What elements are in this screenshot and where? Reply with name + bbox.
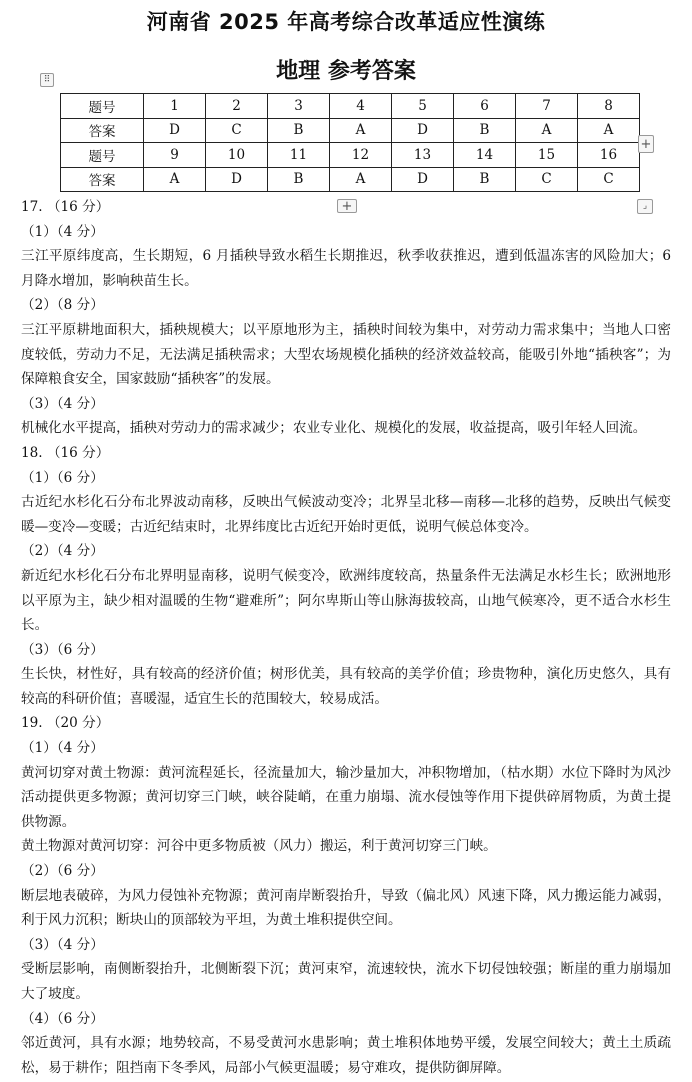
table-cell: A — [330, 167, 392, 192]
table-row — [61, 94, 640, 119]
table-cell: B — [454, 167, 516, 192]
table-cell: 12 — [330, 143, 392, 168]
table-cell: A — [144, 167, 206, 192]
table-cell: B — [454, 118, 516, 143]
table-cell: C — [516, 167, 578, 192]
answer-paragraph: 黄土物源对黄河切穿：河谷中更多物质被（风力）搬运，利于黄河切穿三门峡。 — [21, 838, 497, 855]
subquestion-heading: （3）（4 分） — [21, 395, 104, 412]
table-cell: 11 — [268, 143, 330, 168]
table-cell: 8 — [578, 94, 640, 119]
subquestion-heading: （3）（6 分） — [21, 641, 104, 658]
answer-paragraph: 三江平原耕地面积大，插秧规模大；以平原地形为主，插秧时间较为集中，对劳动力需求集中；当地人口密度较低，劳动力不足，无法满足插秧需求；大型农场规模化插秧的经济效益较高，能吸引外地“插秧客”；为保障粮食安全，国家鼓励“插秧客”的发展。 — [21, 321, 671, 388]
row-header: 答案 — [61, 118, 144, 143]
row-header: 题号 — [61, 143, 144, 168]
add-row-icon[interactable]: + — [337, 199, 357, 213]
table-cell: A — [578, 118, 640, 143]
subquestion-heading: （2）（8 分） — [21, 297, 104, 314]
answer-paragraph: 三江平原纬度高，生长期短，6 月插秧导致水稻生长期推迟，秋季收获推迟，遭到低温冻害的风险加大；6 月降水增加，影响秧苗生长。 — [21, 248, 671, 289]
document-subtitle: 地理 参考答案 — [276, 59, 416, 84]
table-cell: 15 — [516, 143, 578, 168]
question-heading: 18. （16 分） — [21, 444, 110, 461]
table-move-handle-icon[interactable]: ⠿ — [40, 73, 54, 87]
answer-paragraph: 新近纪水杉化石分布北界明显南移，说明气候变冷，欧洲纬度较高，热量条件无法满足水杉生长；欧洲地形以平原为主，缺少相对温暖的生物“避难所”；阿尔卑斯山等山脉海拔较高，山地气候寒冷，更不适合水杉生长。 — [21, 567, 671, 634]
table-row — [61, 118, 640, 143]
question-heading: 19. （20 分） — [21, 715, 110, 732]
answer-paragraph: 受断层影响，南侧断裂抬升，北侧断裂下沉；黄河束窄，流速较快，流水下切侵蚀较强；断崖的重力崩塌加大了坡度。 — [21, 961, 671, 1002]
subquestion-heading: （2）（4 分） — [21, 543, 104, 560]
answer-paragraph: 邻近黄河，具有水源；地势较高，不易受黄河水患影响；黄土堆积体地势平缓，发展空间较大；黄土土质疏松，易于耕作；阻挡南下冬季风，局部小气候更温暖；易守难攻，提供防御屏障。 — [21, 1035, 671, 1076]
table-cell: 3 — [268, 94, 330, 119]
table-cell: A — [330, 118, 392, 143]
table-cell: 2 — [206, 94, 268, 119]
answer-body — [21, 195, 671, 1080]
row-header: 题号 — [61, 94, 144, 119]
resize-handle-icon[interactable]: ⌟ — [637, 199, 653, 214]
answer-paragraph: 断层地表破碎，为风力侵蚀补充物源；黄河南岸断裂抬升，导致（偏北风）风速下降，风力搬运能力减弱，利于风力沉积；断块山的顶部较为平坦，为黄土堆积提供空间。 — [21, 887, 671, 929]
table-cell: C — [206, 118, 268, 143]
answer-paragraph: 古近纪水杉化石分布北界波动南移，反映出气候波动变冷；北界呈北移—南移—北移的趋势，反映出气候变暖—变冷—变暖；古近纪结束时，北界纬度比古近纪开始时更低，说明气候总体变冷。 — [21, 494, 671, 535]
subquestion-heading: （2）（6 分） — [21, 863, 104, 880]
answer-paragraph: 生长快，材性好，具有较高的经济价值；树形优美，具有较高的美学价值；珍贵物种，演化历史悠久，具有较高的科研价值；喜暖湿，适宜生长的范围较大，较易成活。 — [21, 666, 671, 707]
table-cell: D — [144, 118, 206, 143]
subquestion-heading: （4）（6 分） — [21, 1010, 104, 1027]
subquestion-heading: （1）（6 分） — [21, 469, 104, 486]
table-cell: D — [392, 167, 454, 192]
table-cell: 14 — [454, 143, 516, 168]
table-cell: 1 — [144, 94, 206, 119]
subquestion-heading: （3）（4 分） — [21, 936, 104, 953]
table-cell: D — [206, 167, 268, 192]
table-row — [61, 143, 640, 168]
table-cell: C — [578, 167, 640, 192]
table-cell: 13 — [392, 143, 454, 168]
table-cell: A — [516, 118, 578, 143]
document-title: 河南省 2025 年高考综合改革适应性演练 — [146, 10, 546, 34]
subquestion-heading: （1）（4 分） — [21, 223, 104, 240]
table-cell: 10 — [206, 143, 268, 168]
table-cell: 5 — [392, 94, 454, 119]
table-cell: 9 — [144, 143, 206, 168]
table-cell: 7 — [516, 94, 578, 119]
row-header: 答案 — [61, 167, 144, 192]
table-cell: 16 — [578, 143, 640, 168]
table-cell: B — [268, 167, 330, 192]
table-cell: B — [268, 118, 330, 143]
table-row — [61, 167, 640, 192]
subquestion-heading: （1）（4 分） — [21, 740, 104, 757]
answer-paragraph: 机械化水平提高，插秧对劳动力的需求减少；农业专业化、规模化的发展，收益提高，吸引年轻人回流。 — [21, 420, 647, 437]
answer-table — [60, 93, 640, 192]
add-column-icon[interactable]: + — [638, 135, 654, 153]
table-cell: D — [392, 118, 454, 143]
table-cell: 6 — [454, 94, 516, 119]
question-heading: 17. （16 分） — [21, 199, 110, 215]
answer-paragraph: 黄河切穿对黄土物源：黄河流程延长，径流量加大，输沙量加大，冲积物增加，（枯水期）水位下降时为风沙活动提供更多物源；黄河切穿三门峡，峡谷陡峭，在重力崩塌、流水侵蚀等作用下提供碎屑物质，为黄土提供物源。 — [21, 764, 671, 830]
table-cell: 4 — [330, 94, 392, 119]
